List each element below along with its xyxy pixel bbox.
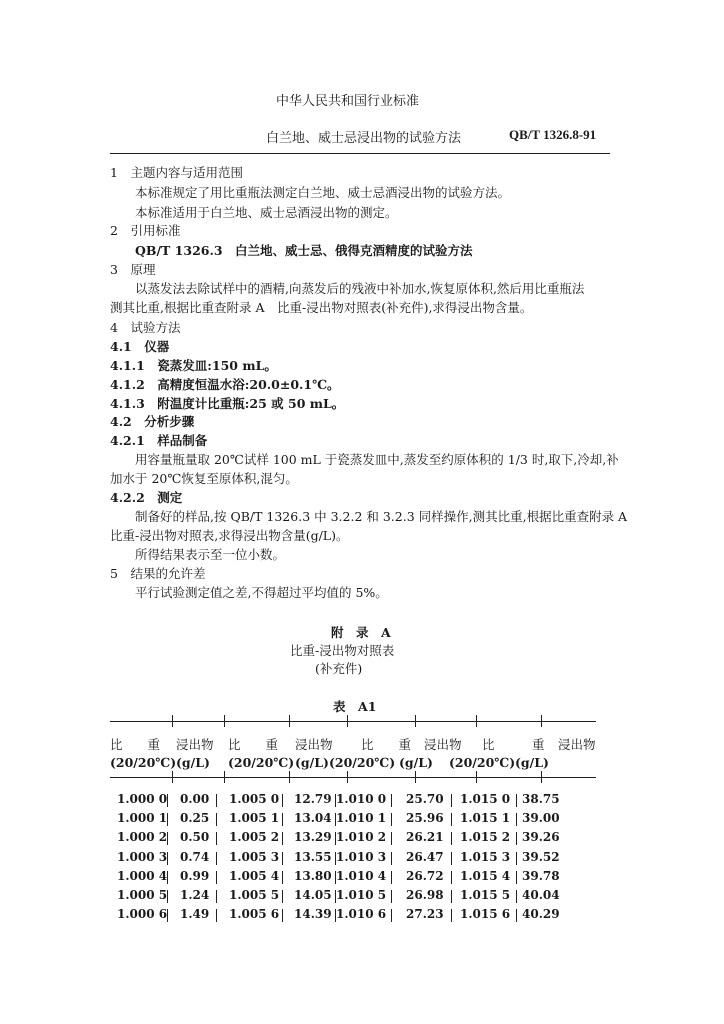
section-4-1-2: 4.1.2 高精度恒温水浴:20.0±0.1℃。 xyxy=(110,377,340,392)
table-column-separator xyxy=(216,813,217,826)
table-column-separator xyxy=(335,832,336,845)
table-cell: 13.29 xyxy=(294,830,332,845)
table-column-separator xyxy=(391,871,392,884)
table-cell: 1.015 6 xyxy=(460,907,511,922)
table-cell: 25.96 xyxy=(406,811,444,826)
table-cell: 14.39 xyxy=(294,907,332,922)
section-4-2-2-paragraph-line-3: 所得结果表示至一位小数。 xyxy=(135,547,286,562)
table-cell: 1.015 0 xyxy=(460,792,511,806)
section-4-1-3: 4.1.3 附温度计比重瓶:25 或 50 mL。 xyxy=(110,396,345,411)
table-column-separator xyxy=(167,890,168,903)
table-column-separator xyxy=(391,832,392,845)
table-column-separator xyxy=(451,852,452,865)
section-2-reference: QB/T 1326.3 白兰地、威士忌、俄得克酒精度的试验方法 xyxy=(135,243,473,258)
table-top-tick xyxy=(541,715,542,727)
section-4-2-2-paragraph-line-2: 比重-浸出物对照表,求得浸出物含量(g/L)。 xyxy=(110,528,349,543)
table-cell: 1.005 4 xyxy=(229,868,280,883)
section-4-2-2-title: 4.2.2 测定 xyxy=(110,490,183,505)
table-cell: 1.005 2 xyxy=(229,830,280,845)
table-cell: 0.25 xyxy=(180,811,210,826)
table-cell: 1.000 1 xyxy=(117,811,168,826)
section-4-2-1-paragraph-line-1: 用容量瓶量取 20℃试样 100 mL 于瓷蒸发皿中,蒸发至约原体积的 1/3 时,取下,冷却,补 xyxy=(135,452,619,467)
table-cell: 1.005 3 xyxy=(229,849,280,864)
table-column-separator xyxy=(391,813,392,826)
table-column-separator xyxy=(282,871,283,884)
section-3-paragraph-line-2: 测其比重,根据比重查附录 A 比重-浸出物对照表(补充件),求得浸出物含量。 xyxy=(110,300,533,315)
table-column-separator xyxy=(216,909,217,922)
section-4-2-1-paragraph-line-2: 加水于 20℃恢复至原体积,混匀。 xyxy=(110,471,298,486)
table-cell: 14.05 xyxy=(294,888,332,902)
table-column-separator xyxy=(167,794,168,807)
table-cell: 1.005 0 xyxy=(229,792,280,806)
table-top-rule xyxy=(110,721,596,722)
table-header-tick xyxy=(476,771,477,783)
standard-code: QB/T 1326.8-91 xyxy=(509,127,597,142)
table-column-separator xyxy=(391,909,392,922)
table-column-separator xyxy=(451,871,452,884)
section-4-2-title: 4.2 分析步骤 xyxy=(110,414,195,429)
table-column-separator xyxy=(282,813,283,826)
table-column-separator xyxy=(391,794,392,807)
table-unit-extract-3: (g/L) xyxy=(399,755,433,770)
table-column-separator xyxy=(335,871,336,884)
table-column-separator xyxy=(216,794,217,807)
table-header-extract-2: 浸出物 xyxy=(295,737,333,752)
table-column-separator xyxy=(516,909,517,922)
table-cell: 12.79 xyxy=(294,792,332,806)
table-cell: 1.015 5 xyxy=(460,888,511,902)
table-column-separator xyxy=(451,813,452,826)
table-header-tick xyxy=(289,771,290,783)
table-cell: 39.26 xyxy=(522,830,560,845)
document-title: 白兰地、威士忌浸出物的试验方法 xyxy=(266,131,462,146)
table-top-tick xyxy=(347,715,348,727)
table-cell: 13.55 xyxy=(294,849,332,864)
table-cell: 1.24 xyxy=(180,888,210,902)
table-header-tick xyxy=(415,771,416,783)
table-unit-extract-2: (g/L) xyxy=(295,755,329,770)
table-column-separator xyxy=(282,909,283,922)
table-header-gravity-2: 比 重 xyxy=(228,737,279,752)
table-column-separator xyxy=(451,890,452,903)
table-column-separator xyxy=(167,813,168,826)
section-3-paragraph-line-1: 以蒸发法去除试样中的酒精,向蒸发后的残液中补加水,恢复原体积,然后用比重瓶法 xyxy=(135,281,585,296)
table-header-extract-4: 浸出物 xyxy=(558,737,596,752)
appendix-subtitle: 比重-浸出物对照表 xyxy=(290,643,395,658)
appendix-title: 附 录 A xyxy=(331,625,391,640)
table-cell: 40.29 xyxy=(522,907,560,922)
table-header-gravity-3: 比 重 xyxy=(361,737,412,752)
table-cell: 1.010 6 xyxy=(336,907,387,922)
table-unit-gravity-3: (20/20℃) xyxy=(329,755,396,770)
table-column-separator xyxy=(167,909,168,922)
table-cell: 1.010 4 xyxy=(336,868,387,883)
table-cell: 27.23 xyxy=(406,907,444,922)
table-cell: 1.015 1 xyxy=(460,811,511,826)
table-cell: 25.70 xyxy=(406,792,444,806)
table-cell: 1.000 5 xyxy=(117,888,168,902)
table-cell: 1.015 4 xyxy=(460,868,511,883)
table-column-separator xyxy=(216,890,217,903)
table-column-separator xyxy=(516,813,517,826)
table-column-separator xyxy=(167,871,168,884)
table-cell: 0.50 xyxy=(180,830,210,845)
section-1-paragraph-2: 本标准适用于白兰地、威士忌酒浸出物的测定。 xyxy=(135,205,398,220)
table-column-separator xyxy=(282,832,283,845)
table-cell: 1.015 2 xyxy=(460,830,511,845)
table-cell: 1.010 3 xyxy=(336,849,387,864)
table-cell: 0.99 xyxy=(180,868,210,883)
table-cell: 0.74 xyxy=(180,849,210,864)
table-cell: 1.000 4 xyxy=(117,868,168,883)
table-unit-gravity-2: (20/20℃) xyxy=(228,755,295,770)
table-unit-gravity-1: (20/20℃) xyxy=(110,755,177,770)
table-column-separator xyxy=(167,852,168,865)
table-header-extract-3: 浸出物 xyxy=(424,737,462,752)
table-cell: 1.010 2 xyxy=(336,830,387,845)
table-column-separator xyxy=(391,890,392,903)
table-header-extract-1: 浸出物 xyxy=(176,737,214,752)
table-column-separator xyxy=(335,909,336,922)
table-cell: 1.010 1 xyxy=(336,811,387,826)
table-cell: 40.04 xyxy=(522,888,560,902)
table-top-tick xyxy=(172,715,173,727)
table-column-separator xyxy=(216,852,217,865)
table-header-tick xyxy=(224,771,225,783)
table-column-separator xyxy=(451,909,452,922)
table-top-tick xyxy=(476,715,477,727)
section-4-2-2-paragraph-line-1: 制备好的样品,按 QB/T 1326.3 中 3.2.2 和 3.2.3 同样操作,测其比重,根据比重查附录 A xyxy=(135,509,628,524)
section-4-title: 4 试验方法 xyxy=(110,320,181,335)
table-header-tick xyxy=(172,771,173,783)
table-top-tick xyxy=(289,715,290,727)
section-1-title: 1 主题内容与适用范围 xyxy=(110,165,243,180)
table-cell: 1.005 1 xyxy=(229,811,280,826)
table-column-separator xyxy=(516,871,517,884)
section-4-2-1-title: 4.2.1 样品制备 xyxy=(110,433,208,448)
table-cell: 39.78 xyxy=(522,868,560,883)
table-cell: 26.47 xyxy=(406,849,444,864)
table-unit-gravity-4: (20/20℃) xyxy=(449,755,516,770)
section-5-paragraph: 平行试验测定值之差,不得超过平均值的 5%。 xyxy=(135,585,388,600)
table-column-separator xyxy=(516,890,517,903)
table-cell: 39.00 xyxy=(522,811,560,826)
table-cell: 1.000 2 xyxy=(117,830,168,845)
table-column-separator xyxy=(167,832,168,845)
table-cell: 26.21 xyxy=(406,830,444,845)
table-column-separator xyxy=(391,852,392,865)
table-cell: 26.98 xyxy=(406,888,444,902)
table-column-separator xyxy=(335,890,336,903)
table-cell: 0.00 xyxy=(180,792,210,806)
table-header-rule xyxy=(110,777,596,778)
table-cell: 1.005 6 xyxy=(229,907,280,922)
table-top-tick xyxy=(415,715,416,727)
table-cell: 1.49 xyxy=(180,907,210,922)
table-cell: 38.75 xyxy=(522,792,560,806)
table-cell: 26.72 xyxy=(406,868,444,883)
table-unit-extract-4: (g/L) xyxy=(515,755,549,770)
section-4-1-1: 4.1.1 瓷蒸发皿:150 mL。 xyxy=(110,358,277,373)
table-header-tick xyxy=(347,771,348,783)
standard-org: 中华人民共和国行业标准 xyxy=(276,94,420,109)
table-header-gravity-1: 比 重 xyxy=(110,737,161,752)
section-2-title: 2 引用标准 xyxy=(110,223,181,238)
table-cell: 39.52 xyxy=(522,849,560,864)
table-column-separator xyxy=(216,832,217,845)
table-header-tick xyxy=(541,771,542,783)
table-column-separator xyxy=(282,794,283,807)
table-cell: 1.010 0 xyxy=(336,792,387,806)
table-column-separator xyxy=(335,852,336,865)
table-cell: 1.000 6 xyxy=(117,907,168,922)
table-cell: 1.015 3 xyxy=(460,849,511,864)
table-column-separator xyxy=(451,832,452,845)
table-column-separator xyxy=(335,813,336,826)
table-cell: 13.04 xyxy=(294,811,332,826)
table-cell: 13.80 xyxy=(294,868,332,883)
table-column-separator xyxy=(282,890,283,903)
table-column-separator xyxy=(216,871,217,884)
table-column-separator xyxy=(516,852,517,865)
section-5-title: 5 结果的允许差 xyxy=(110,566,206,581)
table-label: 表 A1 xyxy=(333,699,377,714)
section-3-title: 3 原理 xyxy=(110,262,156,277)
table-cell: 1.000 0 xyxy=(117,792,168,806)
header-rule xyxy=(110,153,610,154)
table-column-separator xyxy=(282,852,283,865)
table-header-gravity-4: 比 重 xyxy=(482,737,545,752)
table-cell: 1.010 5 xyxy=(336,888,387,902)
section-1-paragraph-1: 本标准规定了用比重瓶法测定白兰地、威士忌酒浸出物的试验方法。 xyxy=(135,185,511,200)
table-cell: 1.000 3 xyxy=(117,849,168,864)
table-column-separator xyxy=(335,794,336,807)
table-column-separator xyxy=(516,832,517,845)
table-unit-extract-1: (g/L) xyxy=(176,755,210,770)
table-column-separator xyxy=(516,794,517,807)
table-column-separator xyxy=(451,794,452,807)
section-4-1-title: 4.1 仪器 xyxy=(110,339,170,354)
appendix-note: (补充件) xyxy=(315,661,363,676)
table-top-tick xyxy=(224,715,225,727)
table-cell: 1.005 5 xyxy=(229,888,280,902)
